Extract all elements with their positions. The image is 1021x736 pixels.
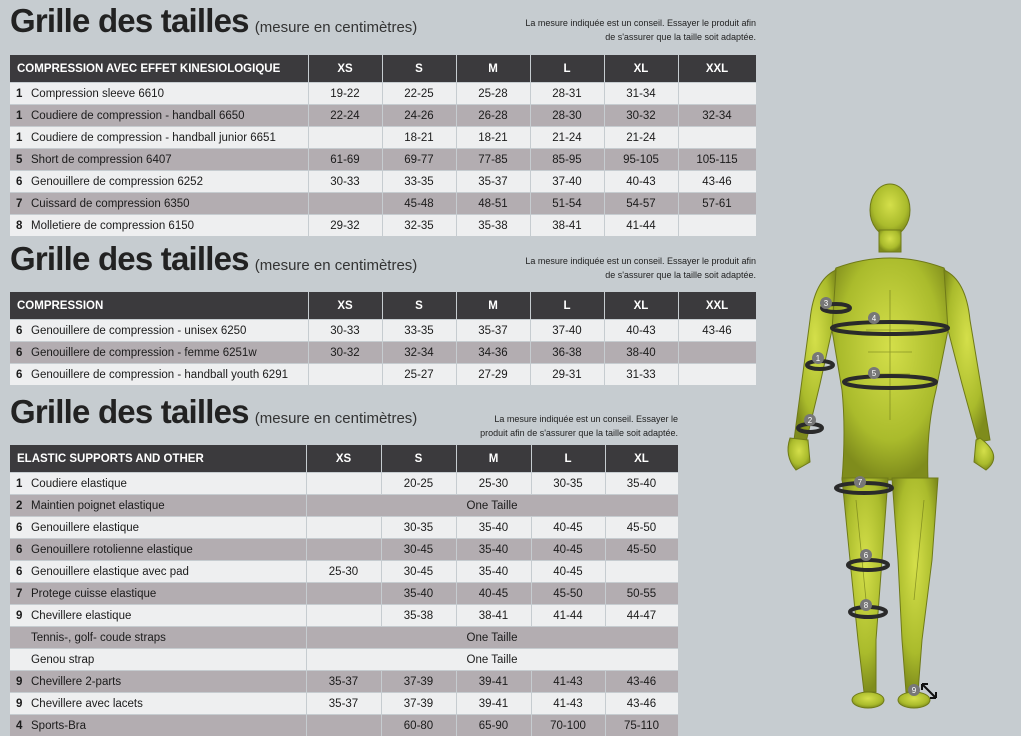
size-cell-merged: One Taille (306, 495, 678, 517)
table-row (10, 171, 756, 193)
size-cell: 35-38 (381, 605, 456, 627)
size-cell: 38-40 (604, 342, 678, 364)
size-cell (308, 193, 382, 215)
size-cell: 22-24 (308, 105, 382, 127)
product-cell (10, 649, 306, 671)
body-zone-number: 9 (16, 609, 23, 622)
product-cell (10, 627, 306, 649)
product-name: Cuissard de compression 6350 (31, 197, 190, 210)
size-cell-merged: One Taille (306, 627, 678, 649)
size-cell: 50-55 (605, 583, 678, 605)
size-cell: 20-25 (381, 473, 456, 495)
product-name: Protege cuisse elastique (31, 587, 157, 600)
size-cell: 31-33 (604, 364, 678, 386)
product-cell (10, 127, 308, 149)
marker-9 (908, 684, 920, 696)
size-header: L (530, 55, 604, 83)
size-cell (605, 561, 678, 583)
product-name: Genou strap (31, 653, 95, 666)
body-zone-number: 4 (16, 719, 23, 732)
size-cell: 105-115 (678, 149, 756, 171)
size-cell: 25-27 (382, 364, 456, 386)
size-cell: 30-33 (308, 320, 382, 342)
svg-text:5: 5 (871, 369, 877, 378)
size-header: XL (604, 292, 678, 320)
size-header: M (456, 445, 531, 473)
product-cell (10, 83, 308, 105)
size-cell: 43-46 (678, 320, 756, 342)
size-cell: 27-29 (456, 364, 530, 386)
size-cell (678, 83, 756, 105)
size-header: M (456, 55, 530, 83)
product-name: Genouillere elastique avec pad (31, 565, 189, 578)
product-cell (10, 105, 308, 127)
marker-5 (868, 367, 880, 379)
size-cell: 44-47 (605, 605, 678, 627)
marker-6 (860, 549, 872, 561)
product-name: Genouillere de compression - unisex 6250 (31, 324, 247, 337)
size-cell: 77-85 (456, 149, 530, 171)
table-row (10, 320, 756, 342)
size-cell: 45-50 (605, 517, 678, 539)
product-cell (10, 693, 306, 715)
size-cell: 51-54 (530, 193, 604, 215)
body-zone-number: 1 (16, 109, 23, 122)
size-cell: 35-40 (381, 583, 456, 605)
size-cell: 35-40 (456, 539, 531, 561)
size-cell: 40-45 (531, 561, 605, 583)
size-header: S (381, 445, 456, 473)
table-row (10, 342, 756, 364)
size-cell: 29-32 (308, 215, 382, 237)
size-cell: 18-21 (456, 127, 530, 149)
size-cell: 32-35 (382, 215, 456, 237)
table-row (10, 517, 678, 539)
size-cell (308, 127, 382, 149)
body-zone-number: 7 (16, 587, 23, 600)
body-zone-number: 9 (16, 697, 23, 710)
size-cell: 61-69 (308, 149, 382, 171)
table-row (10, 583, 678, 605)
table-row (10, 539, 678, 561)
size-cell: 21-24 (530, 127, 604, 149)
product-cell (10, 171, 308, 193)
table-row (10, 561, 678, 583)
size-cell: 40-45 (531, 517, 605, 539)
size-cell: 22-25 (382, 83, 456, 105)
size-cell: 35-38 (456, 215, 530, 237)
size-cell: 65-90 (456, 715, 531, 736)
size-cell: 35-40 (456, 517, 531, 539)
size-cell: 45-50 (531, 583, 605, 605)
size-cell: 41-43 (531, 693, 605, 715)
table-row (10, 83, 756, 105)
product-name: Compression sleeve 6610 (31, 87, 164, 100)
size-cell: 33-35 (382, 320, 456, 342)
table-row (10, 127, 756, 149)
table-row (10, 105, 756, 127)
size-cell (678, 215, 756, 237)
size-cell: 25-30 (456, 473, 531, 495)
size-cell: 43-46 (678, 171, 756, 193)
body-zone-number: 6 (16, 368, 23, 381)
size-section-1 (10, 2, 756, 236)
size-cell: 30-32 (604, 105, 678, 127)
product-cell (10, 605, 306, 627)
product-cell (10, 193, 308, 215)
marker-8 (860, 599, 872, 611)
marker-1 (812, 352, 824, 364)
table-row (10, 215, 756, 237)
size-header: XS (308, 292, 382, 320)
size-cell: 18-21 (382, 127, 456, 149)
table-row (10, 627, 678, 649)
svg-text:1: 1 (815, 354, 821, 363)
size-cell: 70-100 (531, 715, 605, 736)
size-cell: 85-95 (530, 149, 604, 171)
size-header: XXL (678, 292, 756, 320)
size-cell: 30-33 (308, 171, 382, 193)
size-header: XL (605, 445, 678, 473)
product-cell (10, 715, 306, 736)
size-cell: 37-39 (381, 693, 456, 715)
svg-text:3: 3 (823, 299, 829, 308)
size-cell: 39-41 (456, 671, 531, 693)
table-row (10, 605, 678, 627)
size-cell: 37-40 (530, 171, 604, 193)
size-cell: 25-30 (306, 561, 381, 583)
size-table-kinesiologique (10, 55, 757, 236)
size-cell: 35-37 (456, 171, 530, 193)
size-section-3 (10, 393, 678, 736)
size-cell (306, 473, 381, 495)
table-row (10, 193, 756, 215)
body-zone-number: 5 (16, 153, 23, 166)
table-row (10, 693, 678, 715)
svg-text:7: 7 (857, 478, 863, 487)
product-cell (10, 473, 306, 495)
size-header: L (531, 445, 605, 473)
body-zone-number: 6 (16, 543, 23, 556)
page-subtitle: (mesure en centimètres) (254, 410, 418, 427)
size-cell (306, 715, 381, 736)
size-cell: 45-48 (382, 193, 456, 215)
page-title: Grille des tailles (10, 393, 249, 430)
body-zone-number: 6 (16, 521, 23, 534)
table-header-category: COMPRESSION AVEC EFFET KINESIOLOGIQUE (10, 55, 308, 83)
size-cell: 41-44 (604, 215, 678, 237)
size-cell: 95-105 (604, 149, 678, 171)
product-name: Short de compression 6407 (31, 153, 172, 166)
product-name: Sports-Bra (31, 719, 86, 732)
size-header: XXL (678, 55, 756, 83)
table-row (10, 671, 678, 693)
product-name: Genouillere de compression - femme 6251w (31, 346, 257, 359)
size-cell: 35-40 (605, 473, 678, 495)
size-cell: 38-41 (456, 605, 531, 627)
body-zone-number: 1 (16, 87, 23, 100)
size-advice-note: La mesure indiquée est un conseil. Essayer le produit afin de s'assurer que la taille soit adaptée. (480, 414, 678, 438)
size-cell: 43-46 (605, 693, 678, 715)
product-cell (10, 495, 306, 517)
size-cell: 30-35 (381, 517, 456, 539)
body-zone-number: 9 (16, 675, 23, 688)
marker-2 (804, 414, 816, 426)
size-cell-merged: One Taille (306, 649, 678, 671)
table-row (10, 649, 678, 671)
body-zone-number: 2 (16, 499, 23, 512)
size-cell: 30-35 (531, 473, 605, 495)
size-cell: 24-26 (382, 105, 456, 127)
size-cell: 39-41 (456, 693, 531, 715)
anatomy-figure (776, 180, 1021, 720)
size-table-compression (10, 292, 757, 385)
size-cell: 30-45 (381, 539, 456, 561)
product-name: Genouillere elastique (31, 521, 140, 534)
body-zone-number: 7 (16, 197, 23, 210)
size-cell: 29-31 (530, 364, 604, 386)
product-name: Coudiere elastique (31, 477, 127, 490)
size-cell: 28-30 (530, 105, 604, 127)
size-cell: 30-32 (308, 342, 382, 364)
table-row (10, 495, 678, 517)
size-cell (678, 364, 756, 386)
body-zone-number: 6 (16, 324, 23, 337)
marker-7 (854, 476, 866, 488)
svg-text:9: 9 (911, 686, 917, 695)
size-cell: 35-37 (456, 320, 530, 342)
size-cell: 40-43 (604, 171, 678, 193)
product-cell (10, 539, 306, 561)
size-cell: 32-34 (382, 342, 456, 364)
product-name: Maintien poignet elastique (31, 499, 165, 512)
size-table-elastic-supports (10, 445, 679, 736)
product-cell (10, 149, 308, 171)
size-cell: 25-28 (456, 83, 530, 105)
page-title: Grille des tailles (10, 240, 249, 277)
page-subtitle: (mesure en centimètres) (254, 19, 418, 36)
product-cell (10, 342, 308, 364)
body-zone-number: 6 (16, 565, 23, 578)
size-cell: 48-51 (456, 193, 530, 215)
size-cell: 19-22 (308, 83, 382, 105)
product-name: Chevillere avec lacets (31, 697, 143, 710)
size-header: L (530, 292, 604, 320)
size-cell (306, 517, 381, 539)
size-cell (306, 605, 381, 627)
svg-text:4: 4 (871, 314, 877, 323)
size-cell: 30-45 (381, 561, 456, 583)
size-cell: 33-35 (382, 171, 456, 193)
size-cell: 57-61 (678, 193, 756, 215)
size-advice-note: La mesure indiquée est un conseil. Essayer le produit afin de s'assurer que la taille soit adaptée. (525, 256, 756, 280)
table-row (10, 364, 756, 386)
product-cell (10, 671, 306, 693)
body-zone-number: 1 (16, 131, 23, 144)
product-name: Coudiere de compression - handball 6650 (31, 109, 245, 122)
body-zone-number: 8 (16, 219, 23, 232)
size-cell (678, 342, 756, 364)
table-header-category: ELASTIC SUPPORTS AND OTHER (10, 445, 306, 473)
marker-3 (820, 297, 832, 309)
size-cell (308, 364, 382, 386)
size-section-2 (10, 240, 756, 385)
size-cell: 41-43 (531, 671, 605, 693)
size-cell (306, 583, 381, 605)
size-cell: 21-24 (604, 127, 678, 149)
product-cell (10, 215, 308, 237)
body-zone-number: 6 (16, 175, 23, 188)
product-name: Genouillere de compression - handball youth 6291 (31, 368, 288, 381)
size-cell: 54-57 (604, 193, 678, 215)
product-name: Chevillere elastique (31, 609, 132, 622)
product-name: Coudiere de compression - handball junior 6651 (31, 131, 276, 144)
size-cell: 37-40 (530, 320, 604, 342)
table-header-category: COMPRESSION (10, 292, 308, 320)
product-name: Genouillere rotolienne elastique (31, 543, 193, 556)
size-cell: 26-28 (456, 105, 530, 127)
product-cell (10, 320, 308, 342)
size-cell: 35-40 (456, 561, 531, 583)
product-cell (10, 583, 306, 605)
size-cell: 40-45 (456, 583, 531, 605)
size-cell: 69-77 (382, 149, 456, 171)
size-cell: 37-39 (381, 671, 456, 693)
size-cell: 35-37 (306, 693, 381, 715)
size-cell: 34-36 (456, 342, 530, 364)
table-row (10, 149, 756, 171)
page-title: Grille des tailles (10, 2, 249, 39)
svg-text:6: 6 (863, 551, 869, 560)
product-name: Genouillere de compression 6252 (31, 175, 203, 188)
marker-4 (868, 312, 880, 324)
size-cell: 28-31 (530, 83, 604, 105)
size-cell (678, 127, 756, 149)
size-cell: 40-45 (531, 539, 605, 561)
size-cell: 32-34 (678, 105, 756, 127)
product-name: Molletiere de compression 6150 (31, 219, 195, 232)
size-header: XS (306, 445, 381, 473)
product-name: Tennis-, golf- coude straps (31, 631, 166, 644)
product-cell (10, 561, 306, 583)
table-row (10, 715, 678, 736)
svg-text:8: 8 (863, 601, 869, 610)
size-header: S (382, 55, 456, 83)
size-header: XS (308, 55, 382, 83)
size-cell: 40-43 (604, 320, 678, 342)
size-cell: 36-38 (530, 342, 604, 364)
size-cell: 35-37 (306, 671, 381, 693)
body-zone-number: 1 (16, 477, 23, 490)
body-zone-number: 6 (16, 346, 23, 359)
size-cell: 75-110 (605, 715, 678, 736)
size-cell: 43-46 (605, 671, 678, 693)
page-subtitle: (mesure en centimètres) (254, 257, 418, 274)
size-advice-note: La mesure indiquée est un conseil. Essayer le produit afin de s'assurer que la taille soit adaptée. (525, 18, 756, 42)
size-cell: 60-80 (381, 715, 456, 736)
size-cell (306, 539, 381, 561)
product-cell (10, 364, 308, 386)
size-header: M (456, 292, 530, 320)
size-header: S (382, 292, 456, 320)
size-header: XL (604, 55, 678, 83)
product-cell (10, 517, 306, 539)
measurement-markers (776, 180, 1021, 720)
svg-text:2: 2 (807, 416, 813, 425)
table-row (10, 473, 678, 495)
size-cell: 41-44 (531, 605, 605, 627)
product-name: Chevillere 2-parts (31, 675, 122, 688)
size-cell: 31-34 (604, 83, 678, 105)
size-cell: 45-50 (605, 539, 678, 561)
size-cell: 38-41 (530, 215, 604, 237)
